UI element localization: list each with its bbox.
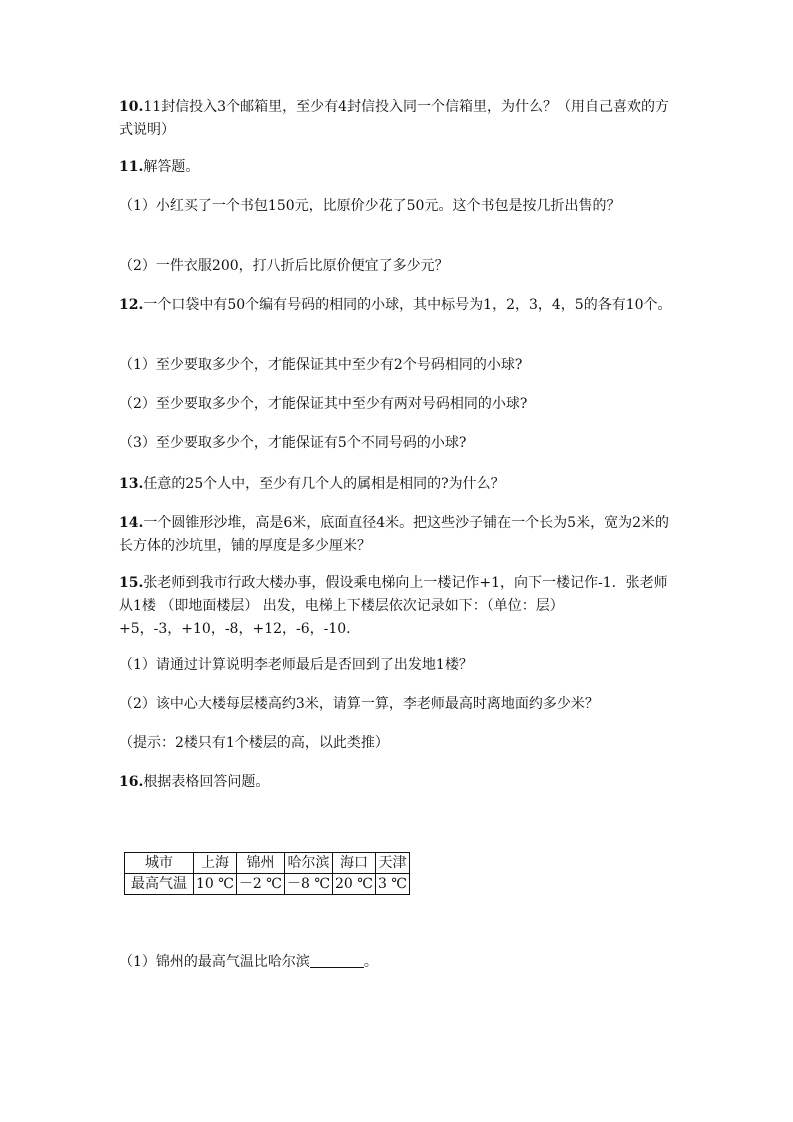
question-14	[119, 512, 679, 558]
question-text: 张老师到我市行政大楼办事，假设乘电梯向上一楼记作+1，向下一楼记作-1．张老师从1楼 （即地面楼层） 出发，电梯上下楼层依次记录如下：（单位：层）+5，-3，+10，-8，+12，-6，-10.	[119, 575, 668, 637]
question-text: 任意的25个人中，至少有几个人的属相是相同的?为什么？	[143, 476, 505, 492]
table-cell: －8 ℃	[284, 874, 332, 895]
question-15-hint: （提示：2楼只有1个楼层的高，以此类推）	[119, 735, 389, 751]
question-12-part-2: （2）至少要取多少个，才能保证其中至少有两对号码相同的小球?	[119, 396, 528, 412]
question-15	[119, 572, 679, 641]
question-number: 12.	[119, 297, 144, 313]
table-cell: 天津	[375, 853, 409, 874]
question-16	[119, 771, 679, 794]
question-12-part-1: （1）至少要取多少个，才能保证其中至少有2个号码相同的小球?	[119, 357, 523, 373]
question-13	[119, 473, 679, 496]
question-10	[119, 96, 679, 142]
table-cell: 城市	[125, 853, 194, 874]
question-number: 11.	[119, 159, 144, 175]
table-cell: 锦州	[236, 853, 284, 874]
question-12-part-3: （3）至少要取多少个，才能保证有5个不同号码的小球?	[119, 435, 467, 451]
question-text: 一个圆锥形沙堆，高是6米，底面直径4米。把这些沙子铺在一个长为5米，宽为2米的长方体的沙坑里，铺的厚度是多少厘米？	[119, 515, 669, 554]
temperature-table	[124, 852, 410, 895]
question-15-part-2: （2）该中心大楼每层楼高约3米，请算一算，李老师最高时离地面约多少米？	[119, 696, 599, 712]
question-text: （1）锦州的最高气温比哈尔滨	[119, 954, 310, 970]
table-row	[125, 874, 410, 895]
question-12	[119, 294, 679, 317]
question-number: 15.	[119, 575, 144, 591]
question-text: 。	[363, 954, 378, 970]
question-15-part-1: （1）请通过计算说明李老师最后是否回到了出发地1楼？	[119, 657, 473, 673]
question-text: 一个口袋中有50个编有号码的相同的小球，其中标号为1，2，3，4，5的各有10个。	[143, 297, 672, 313]
question-text: 11封信投入3个邮箱里，至少有4封信投入同一个信箱里，为什么？（用自己喜欢的方式说明）	[119, 99, 669, 138]
table-cell: 哈尔滨	[284, 853, 332, 874]
answer-blank[interactable]	[310, 953, 364, 968]
question-11	[119, 156, 679, 179]
question-11-part-1: （1）小红买了一个书包150元，比原价少花了50元。这个书包是按几折出售的？	[119, 198, 621, 214]
question-text: 根据表格回答问题。	[143, 774, 270, 790]
question-number: 10.	[119, 99, 144, 115]
table-cell: 上海	[194, 853, 237, 874]
question-number: 14.	[119, 515, 144, 531]
question-number: 16.	[119, 774, 144, 790]
question-11-part-2: （2）一件衣服200，打八折后比原价便宜了多少元？	[119, 258, 449, 274]
table-cell: 10 ℃	[194, 874, 237, 895]
table-cell: 海口	[333, 853, 376, 874]
table-cell: 3 ℃	[375, 874, 409, 895]
table-cell: －2 ℃	[236, 874, 284, 895]
table-cell: 最高气温	[125, 874, 194, 895]
table-cell: 20 ℃	[333, 874, 376, 895]
question-text: 解答题。	[143, 159, 200, 175]
question-16-part-1	[119, 951, 679, 974]
question-number: 13.	[119, 476, 144, 492]
table-header-row	[125, 853, 410, 874]
